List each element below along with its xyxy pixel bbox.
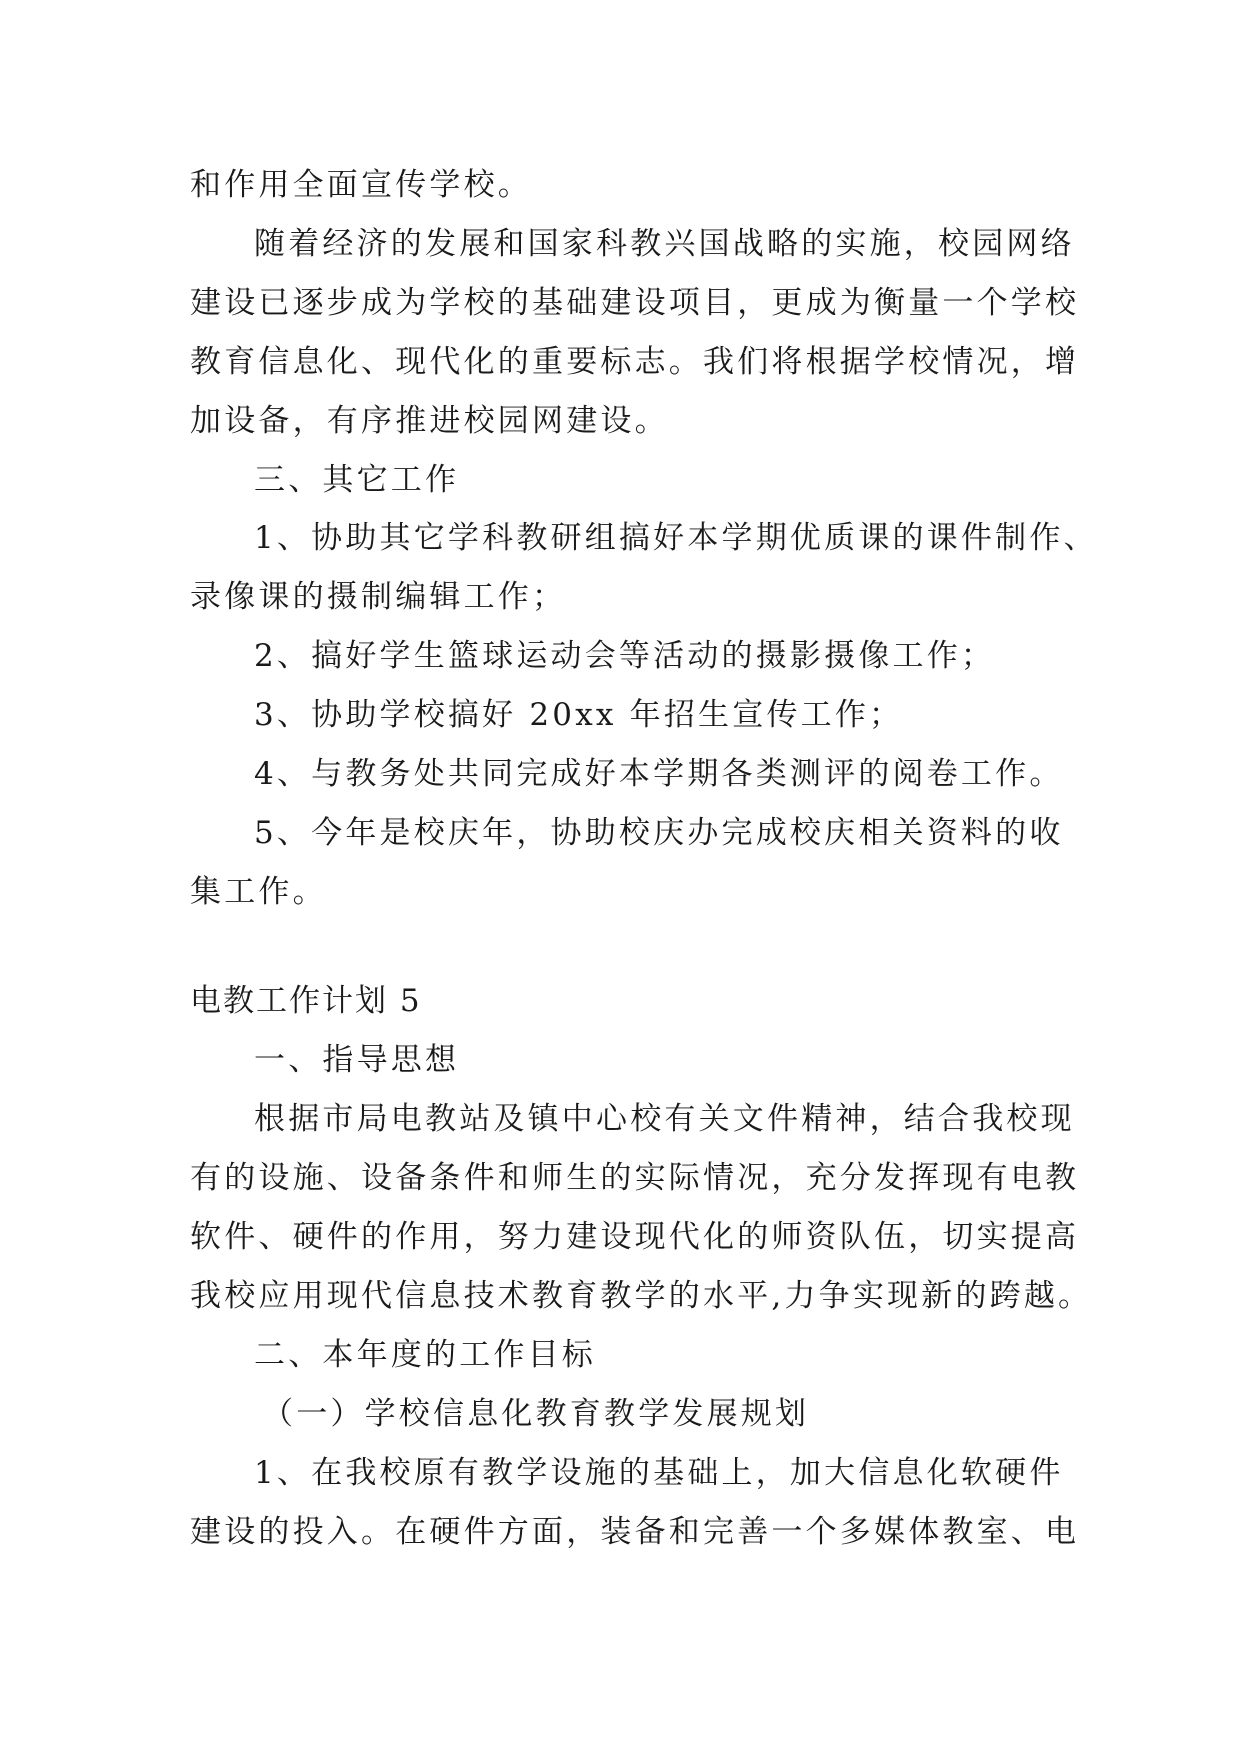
paragraph-line: 有的设施、设备条件和师生的实际情况，充分发挥现有电教 xyxy=(190,1160,1080,1196)
paragraph-line: 集工作。 xyxy=(190,874,327,910)
section-heading: 二、本年度的工作目标 xyxy=(254,1337,596,1373)
document-title: 电教工作计划 5 xyxy=(190,983,422,1019)
paragraph-line: 加设备，有序推进校园网建设。 xyxy=(190,403,669,439)
list-item: 4、与教务处共同完成好本学期各类测评的阅卷工作。 xyxy=(254,756,1064,792)
paragraph-line: 根据市局电教站及镇中心校有关文件精神，结合我校现 xyxy=(254,1101,1075,1137)
list-item: 2、搞好学生篮球运动会等活动的摄影摄像工作； xyxy=(254,638,996,674)
list-item: 1、协助其它学科教研组搞好本学期优质课的课件制作、 xyxy=(254,520,1098,556)
paragraph-line: 建设的投入。在硬件方面，装备和完善一个多媒体教室、电 xyxy=(190,1514,1080,1550)
list-item: 5、今年是校庆年，协助校庆办完成校庆相关资料的收 xyxy=(254,815,1064,851)
paragraph-line: 软件、硬件的作用，努力建设现代化的师资队伍，切实提高 xyxy=(190,1219,1080,1255)
paragraph-line: 和作用全面宣传学校。 xyxy=(190,167,532,203)
paragraph-line: 我校应用现代信息技术教育教学的水平,力争实现新的跨越。 xyxy=(190,1278,1093,1314)
paragraph-line: 录像课的摄制编辑工作； xyxy=(190,579,567,615)
paragraph-line: 建设已逐步成为学校的基础建设项目，更成为衡量一个学校 xyxy=(190,285,1080,321)
paragraph-line: 随着经济的发展和国家科教兴国战略的实施，校园网络 xyxy=(254,226,1075,262)
section-heading: 三、其它工作 xyxy=(254,462,460,498)
paragraph-line: 教育信息化、现代化的重要标志。我们将根据学校情况，增 xyxy=(190,344,1080,380)
subsection-heading: （一）学校信息化教育教学发展规划 xyxy=(262,1396,810,1432)
list-item: 1、在我校原有教学设施的基础上，加大信息化软硬件 xyxy=(254,1455,1064,1491)
section-heading: 一、指导思想 xyxy=(254,1042,460,1078)
list-item: 3、协助学校搞好 20xx 年招生宣传工作； xyxy=(254,697,904,733)
